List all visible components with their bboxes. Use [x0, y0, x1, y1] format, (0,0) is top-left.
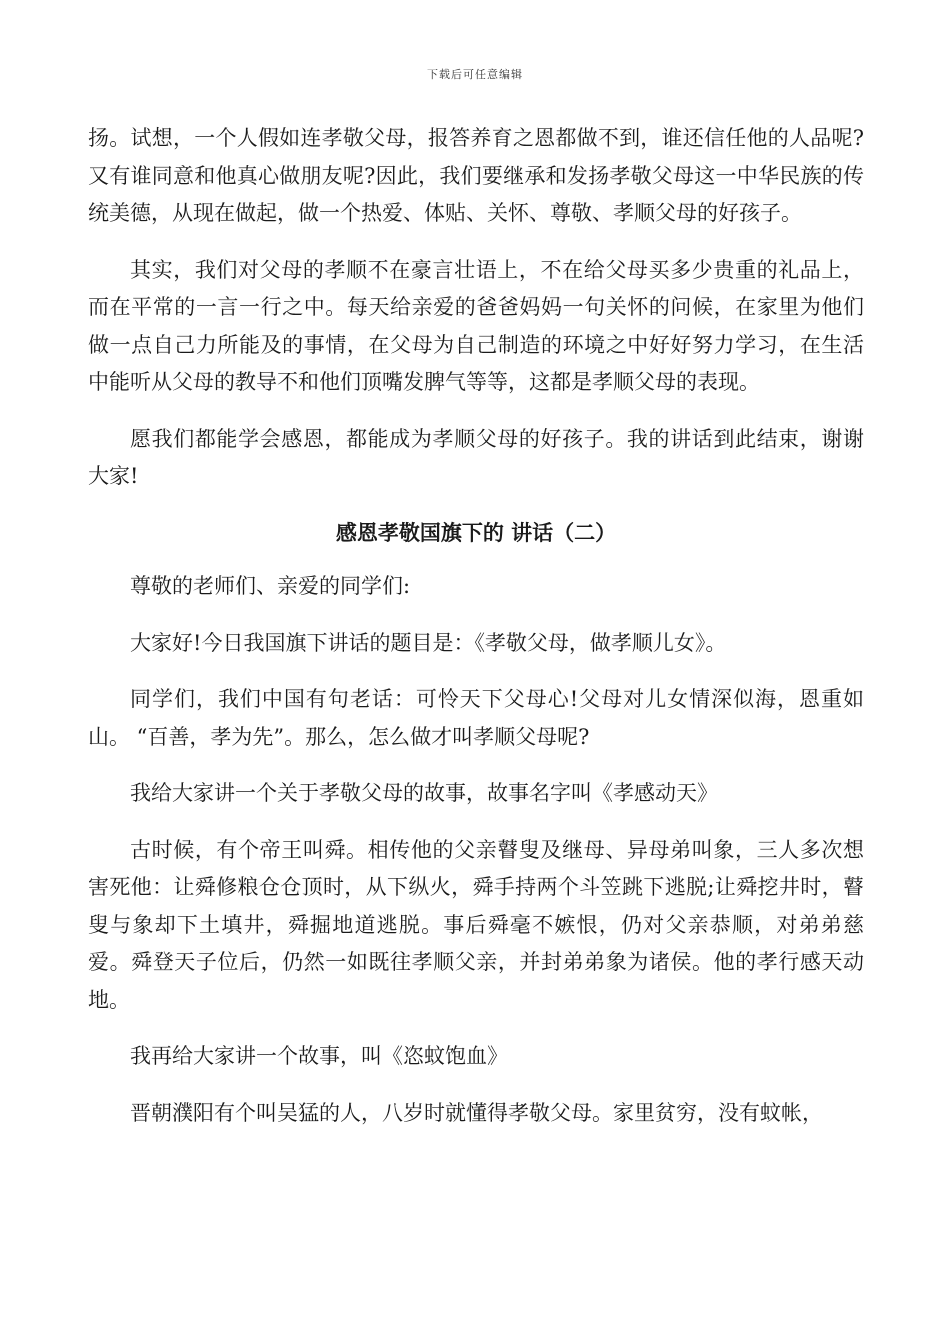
paragraph: 大家好!今日我国旗下讲话的题目是：《孝敬父母，做孝顺儿女》。 [130, 630, 727, 655]
paragraph: 愿我们都能学会感恩，都能成为孝顺父母的好孩子。我的讲话到此结束，谢谢大家! [88, 426, 864, 488]
paragraph: 同学们，我们中国有句老话：可怜天下父母心!父母对儿女情深似海，恩重如山。 “百善，孝为先”。那么，怎么做才叫孝顺父母呢? [88, 687, 864, 749]
paragraph: 古时候，有个帝王叫舜。相传他的父亲瞽叟及继母、异母弟叫象，三人多次想害死他：让舜修粮仓仓顶时，从下纵火，舜手持两个斗笠跳下逃脱;让舜挖井时，瞽叟与象却下土填井，舜掘地道逃脱。事后舜毫不嫉恨，仍对父亲恭顺，对弟弟慈爱。舜登天子位后，仍然一如既往孝顺父亲，并封弟弟象为诸侯。他的孝行感天动地。 [88, 837, 864, 1012]
page-header-note: 下载后可任意编辑 [427, 68, 523, 81]
paragraph: 我给大家讲一个关于孝敬父母的故事，故事名字叫《孝感动天》 [130, 781, 718, 805]
salutation: 尊敬的老师们、亲爱的同学们: [130, 574, 411, 598]
paragraph: 我再给大家讲一个故事，叫《恣蚊饱血》 [130, 1044, 508, 1068]
document-body [88, 120, 864, 1151]
paragraph-continuation: 扬。试想，一个人假如连孝敬父母，报答养育之恩都做不到，谁还信任他的人品呢?又有谁同意和他真心做朋友呢?因此，我们要继承和发扬孝敬父母这一中华民族的传统美德，从现在做起，做一个热爱、体贴、关怀、尊敬、孝顺父母的好孩子。 [88, 126, 864, 225]
section-title: 感恩孝敬国旗下的 讲话（二） [335, 520, 617, 545]
paragraph: 其实，我们对父母的孝顺不在豪言壮语上，不在给父母买多少贵重的礼品上，而在平常的一言一行之中。每天给亲爱的爸爸妈妈一句关怀的问候，在家里为他们做一点自己力所能及的事情，在父母为自己制造的环境之中好好努力学习，在生活中能听从父母的教导不和他们顶嘴发脾气等等，这都是孝顺父母的表现。 [88, 257, 864, 394]
paragraph: 晋朝濮阳有个叫吴猛的人，八岁时就懂得孝敬父母。家里贫穷，没有蚊帐， [130, 1100, 823, 1125]
